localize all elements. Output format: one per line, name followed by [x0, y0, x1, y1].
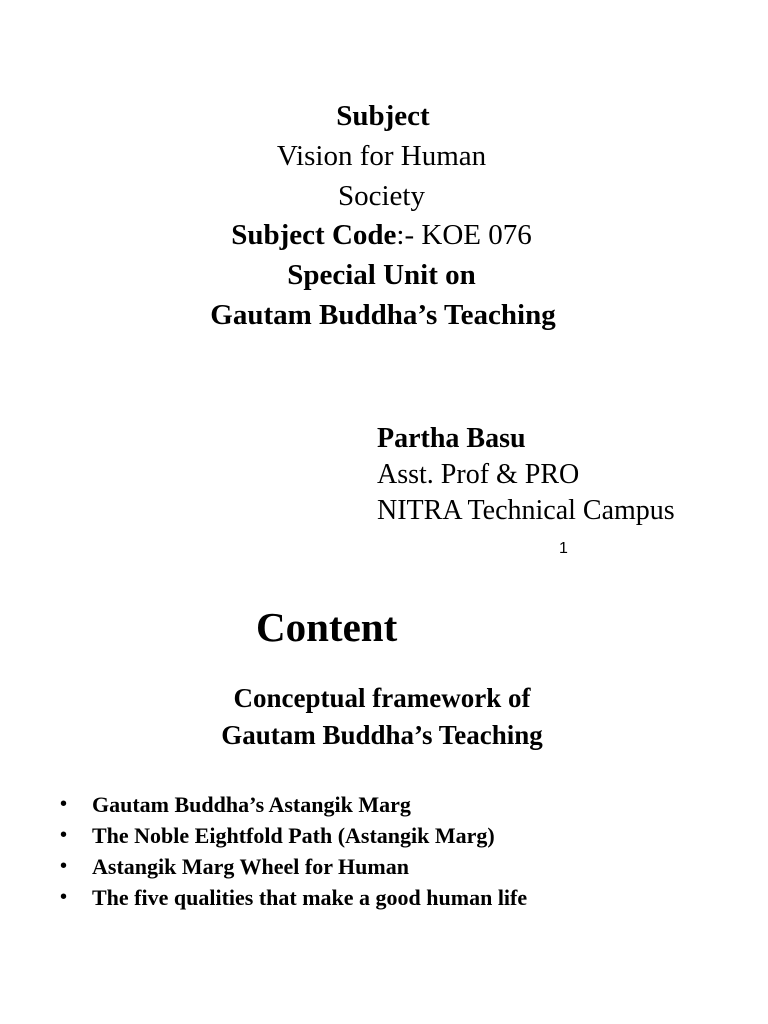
- title-block: [0, 97, 768, 336]
- author-institution: NITRA Technical Campus: [377, 495, 675, 526]
- bullet-text: Gautam Buddha’s Astangik Marg: [92, 792, 411, 817]
- content-bullet-list: [60, 789, 527, 913]
- subject-code-line: [0, 216, 768, 256]
- subject-heading: Subject: [336, 100, 430, 132]
- subject-title-line-2: Society: [338, 179, 425, 212]
- bullet-dot-icon: •: [60, 793, 68, 815]
- subheading-line-2: Gautam Buddha’s Teaching: [221, 720, 543, 750]
- author-name: Partha Basu: [377, 423, 526, 454]
- bullet-text: The Noble Eightfold Path (Astangik Marg): [92, 823, 495, 848]
- bullet-dot-icon: •: [60, 824, 68, 846]
- bullet-dot-icon: •: [60, 855, 68, 877]
- author-designation: Asst. Prof & PRO: [377, 459, 580, 490]
- special-unit-label: Special Unit on: [287, 259, 476, 292]
- bullet-item: [60, 851, 527, 882]
- content-heading: Content: [256, 604, 398, 650]
- unit-title: Gautam Buddha’s Teaching: [210, 298, 556, 331]
- author-block: [377, 421, 675, 529]
- subject-code-value: :- KOE 076: [396, 219, 532, 252]
- bullet-item: [60, 820, 527, 851]
- bullet-text: Astangik Marg Wheel for Human: [92, 854, 409, 879]
- bullet-item: [60, 882, 527, 913]
- page-number: 1: [559, 540, 568, 557]
- bullet-dot-icon: •: [60, 886, 68, 908]
- bullet-text: The five qualities that make a good human life: [92, 885, 528, 910]
- subject-title-line-1: Vision for Human: [276, 139, 487, 172]
- content-subheading: [0, 680, 768, 754]
- content-slide: [0, 580, 768, 1024]
- bullet-item: [60, 789, 527, 820]
- subject-code-label: Subject Code: [231, 219, 397, 252]
- subheading-line-1: Conceptual framework of: [233, 683, 531, 713]
